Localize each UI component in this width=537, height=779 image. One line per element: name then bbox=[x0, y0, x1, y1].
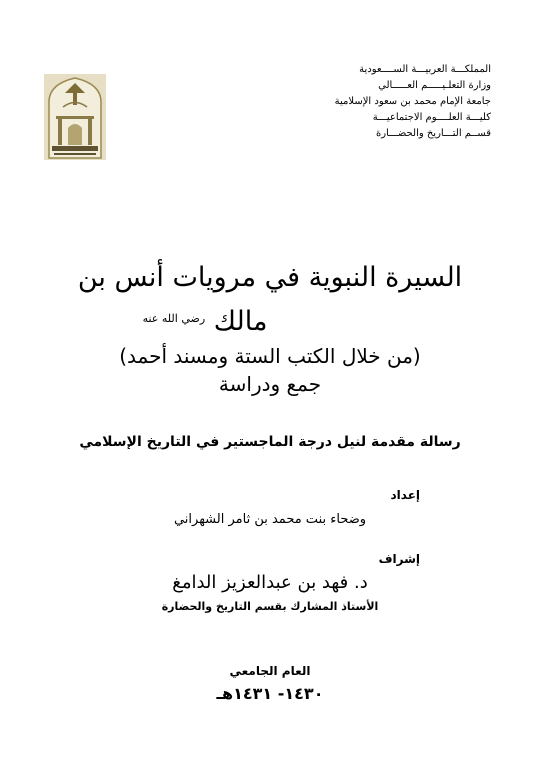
author-name: وضحاء بنت محمد بن ثامر الشهراني bbox=[173, 512, 367, 527]
academic-year-label: العام الجامعي bbox=[229, 664, 311, 678]
title-subtitle: (من خلال الكتب الستة ومسند أحمد) bbox=[119, 344, 421, 368]
thesis-title bbox=[40, 258, 500, 397]
academic-year: ١٤٣٠- ١٤٣١هـ bbox=[216, 684, 324, 703]
title-subtitle-2: جمع ودراسة bbox=[218, 372, 322, 396]
header-line-kingdom: المملكـــة العربيـــة الســــعودية bbox=[359, 64, 491, 75]
header-line-university: جامعة الإمام محمد بن سعود الإسلامية bbox=[334, 96, 491, 107]
supervisor-title: الأستاذ المشارك بقسم التاريخ والحضارة bbox=[161, 600, 379, 613]
header-line-college: كليـــة العلــــوم الاجتماعيـــة bbox=[372, 112, 491, 123]
title-line-2 bbox=[40, 302, 500, 339]
preparation-label: إعداد bbox=[390, 488, 420, 502]
title-line-1: السيرة النبوية في مرويات أنس بن bbox=[77, 262, 463, 293]
supervision-label: إشراف bbox=[378, 552, 420, 566]
honorific-ligature: رضي الله عنه bbox=[142, 312, 206, 325]
header-line-ministry: وزارة التعلـيـــــم العـــــالي bbox=[378, 80, 491, 91]
thesis-statement: رسالة مقدمة لنيل درجة الماجستير في التاريخ الإسلامي bbox=[79, 434, 461, 450]
header-line-department: قســم التـــاريخ والحضـــارة bbox=[375, 128, 491, 139]
institution-header bbox=[291, 62, 491, 142]
university-logo bbox=[44, 74, 106, 160]
title-line-2-text: مالك bbox=[213, 306, 268, 337]
supervisor-name: د. فهد بن عبدالعزيز الدامغ bbox=[172, 572, 368, 593]
